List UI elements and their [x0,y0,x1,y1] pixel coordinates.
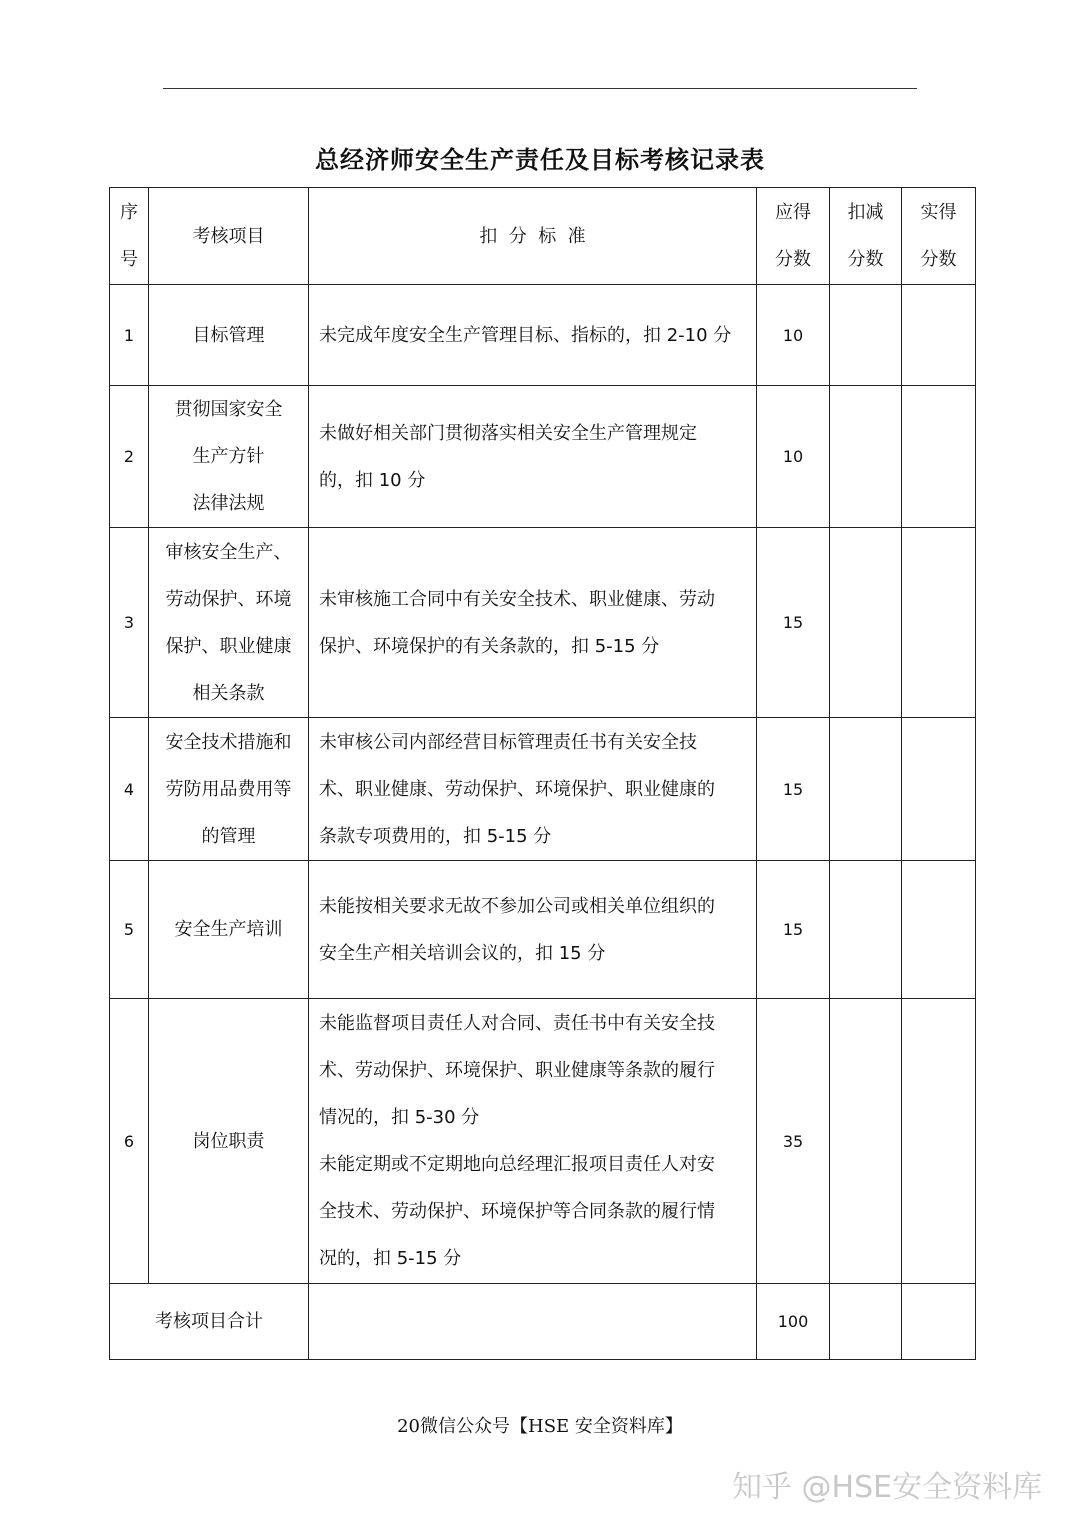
row-item: 目标管理 [149,285,309,386]
row-criteria: 未审核施工合同中有关安全技术、职业健康、劳动 保护、环境保护的有关条款的，扣 5-15 分 [309,528,757,718]
row-item: 审核安全生产、 劳动保护、环境 保护、职业健康 相关条款 [149,528,309,718]
table-row [110,386,976,528]
row-seq: 5 [110,861,149,999]
header-deduct-score: 扣减 分数 [830,188,902,285]
row-seq: 3 [110,528,149,718]
row-should-score: 15 [757,718,830,861]
row-seq: 2 [110,386,149,528]
header-seq: 序 号 [110,188,149,285]
row-should-score: 15 [757,861,830,999]
table-row [110,285,976,386]
row-deduct-score [830,528,902,718]
assessment-table [109,187,976,1360]
row-item: 岗位职责 [149,999,309,1284]
table-row [110,718,976,861]
total-deduct-score [830,1284,902,1360]
row-seq: 4 [110,718,149,861]
table-header-row [110,188,976,285]
row-deduct-score [830,861,902,999]
row-criteria: 未做好相关部门贯彻落实相关安全生产管理规定 的，扣 10 分 [309,386,757,528]
row-should-score: 35 [757,999,830,1284]
row-should-score: 10 [757,285,830,386]
row-deduct-score [830,285,902,386]
row-deduct-score [830,386,902,528]
row-deduct-score [830,999,902,1284]
row-criteria: 未能按相关要求无故不参加公司或相关单位组织的 安全生产相关培训会议的，扣 15 分 [309,861,757,999]
row-actual-score [902,999,976,1284]
row-criteria: 未完成年度安全生产管理目标、指标的，扣 2-10 分 [309,285,757,386]
row-item: 贯彻国家安全 生产方针 法律法规 [149,386,309,528]
total-criteria [309,1284,757,1360]
header-item: 考核项目 [149,188,309,285]
row-seq: 6 [110,999,149,1284]
total-actual-score [902,1284,976,1360]
table-row [110,861,976,999]
row-actual-score [902,386,976,528]
total-label: 考核项目合计 [110,1284,309,1360]
table-row [110,999,976,1284]
table-total-row [110,1284,976,1360]
row-deduct-score [830,718,902,861]
row-seq: 1 [110,285,149,386]
page-footer: 20微信公众号【HSE 安全资料库】 [397,1416,683,1437]
row-should-score: 10 [757,386,830,528]
row-criteria: 未能监督项目责任人对合同、责任书中有关安全技 术、劳动保护、环境保护、职业健康等条款的履行 情况的，扣 5-30 分 未能定期或不定期地向总经理汇报项目责任人对安 全技术、劳动保护、环境保护等合同条款的履行情 况的，扣 5-15 分 [309,999,757,1284]
row-item: 安全技术措施和 劳防用品费用等 的管理 [149,718,309,861]
row-criteria: 未审核公司内部经营目标管理责任书有关安全技 术、职业健康、劳动保护、环境保护、职业健康的 条款专项费用的，扣 5-15 分 [309,718,757,861]
total-should-score: 100 [757,1284,830,1360]
row-item: 安全生产培训 [149,861,309,999]
header-actual-score: 实得 分数 [902,188,976,285]
row-actual-score [902,528,976,718]
row-actual-score [902,285,976,386]
watermark: 知乎 @HSE安全资料库 [732,1470,1043,1505]
header-criteria: 扣 分 标 准 [309,188,757,285]
row-actual-score [902,861,976,999]
document-title: 总经济师安全生产责任及目标考核记录表 [315,146,765,174]
header-should-score: 应得 分数 [757,188,830,285]
header-rule [163,88,917,89]
row-actual-score [902,718,976,861]
row-should-score: 15 [757,528,830,718]
table-row [110,528,976,718]
